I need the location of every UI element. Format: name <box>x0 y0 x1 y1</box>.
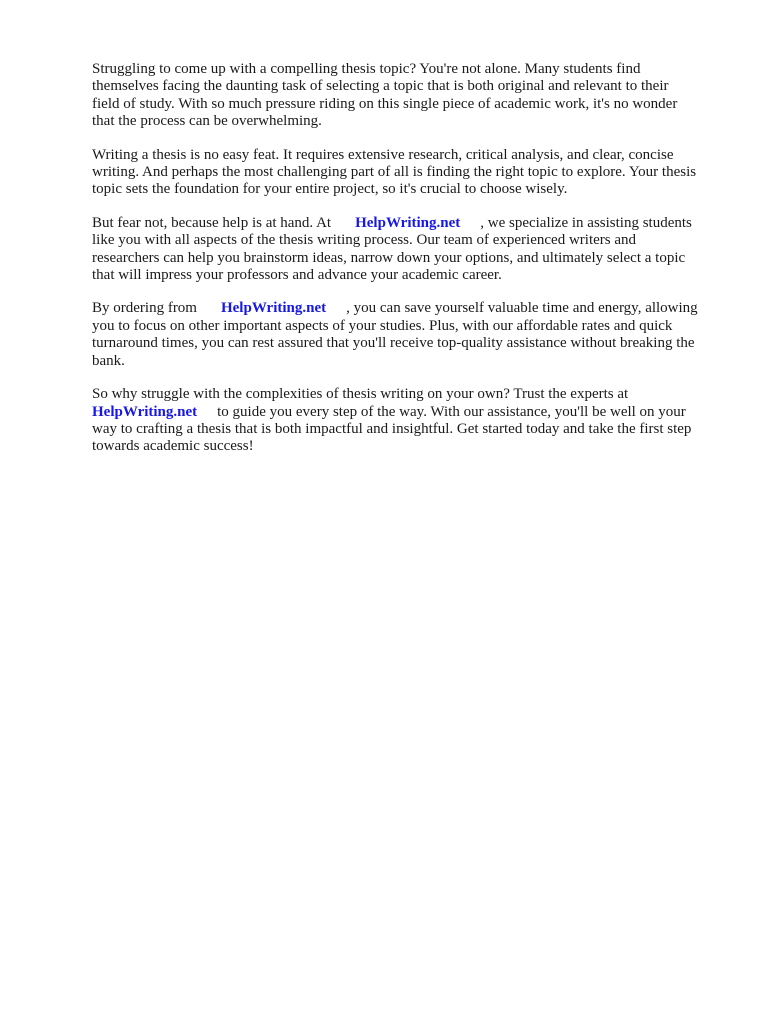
text-line: topic sets the foundation for your entire project, so it's crucial to choose wisely. <box>92 181 568 198</box>
text-line: turnaround times, you can rest assured that you'll receive top-quality assistance without breaking the <box>92 335 695 352</box>
text-after-link: , we specialize in assisting students <box>480 214 692 231</box>
text-before-link: By ordering from <box>92 300 197 317</box>
paragraph-3 <box>92 215 722 285</box>
text-line: that the process can be overwhelming. <box>92 113 322 130</box>
helpwriting-link[interactable]: HelpWriting.net <box>220 300 327 317</box>
text-line: way to crafting a thesis that is both impactful and insightful. Get started today and take the first step <box>92 420 692 437</box>
helpwriting-link[interactable]: HelpWriting.net <box>355 214 461 231</box>
text-line: So why struggle with the complexities of thesis writing on your own? Trust the experts at <box>92 386 629 403</box>
text-line: Writing a thesis is no easy feat. It requires extensive research, critical analysis, and clear, concise <box>92 146 674 163</box>
helpwriting-link[interactable]: HelpWriting.net <box>92 403 198 420</box>
document-body <box>92 61 722 472</box>
text-line: that will impress your professors and advance your academic career. <box>92 267 502 284</box>
text-line: you to focus on other important aspects of your studies. Plus, with our affordable rates and quick <box>92 317 673 334</box>
paragraph-4 <box>92 300 722 370</box>
text-line <box>92 215 722 232</box>
text-line: themselves facing the daunting task of selecting a topic that is both original and relevant to their <box>92 78 669 95</box>
text-line <box>92 300 722 317</box>
text-line: bank. <box>92 352 125 369</box>
paragraph-5 <box>92 386 722 456</box>
paragraph-2 <box>92 147 722 199</box>
text-line: like you with all aspects of the thesis writing process. Our team of experienced writers and <box>92 232 637 249</box>
text-line: towards academic success! <box>92 438 254 455</box>
text-line: researchers can help you brainstorm ideas, narrow down your options, and ultimately select a topic <box>92 249 686 266</box>
text-line: writing. And perhaps the most challenging part of all is finding the right topic to explore. Your thesis <box>92 164 697 181</box>
text-line: field of study. With so much pressure riding on this single piece of academic work, it's no wonder <box>92 95 678 112</box>
text-line: Struggling to come up with a compelling thesis topic? You're not alone. Many students find <box>92 61 641 77</box>
text-after-link: to guide you every step of the way. With our assistance, you'll be well on your <box>217 403 686 420</box>
text-line <box>92 404 722 421</box>
text-after-link: , you can save yourself valuable time and energy, allowing <box>346 300 698 317</box>
text-before-link: But fear not, because help is at hand. At <box>92 214 332 231</box>
paragraph-1 <box>92 61 722 131</box>
